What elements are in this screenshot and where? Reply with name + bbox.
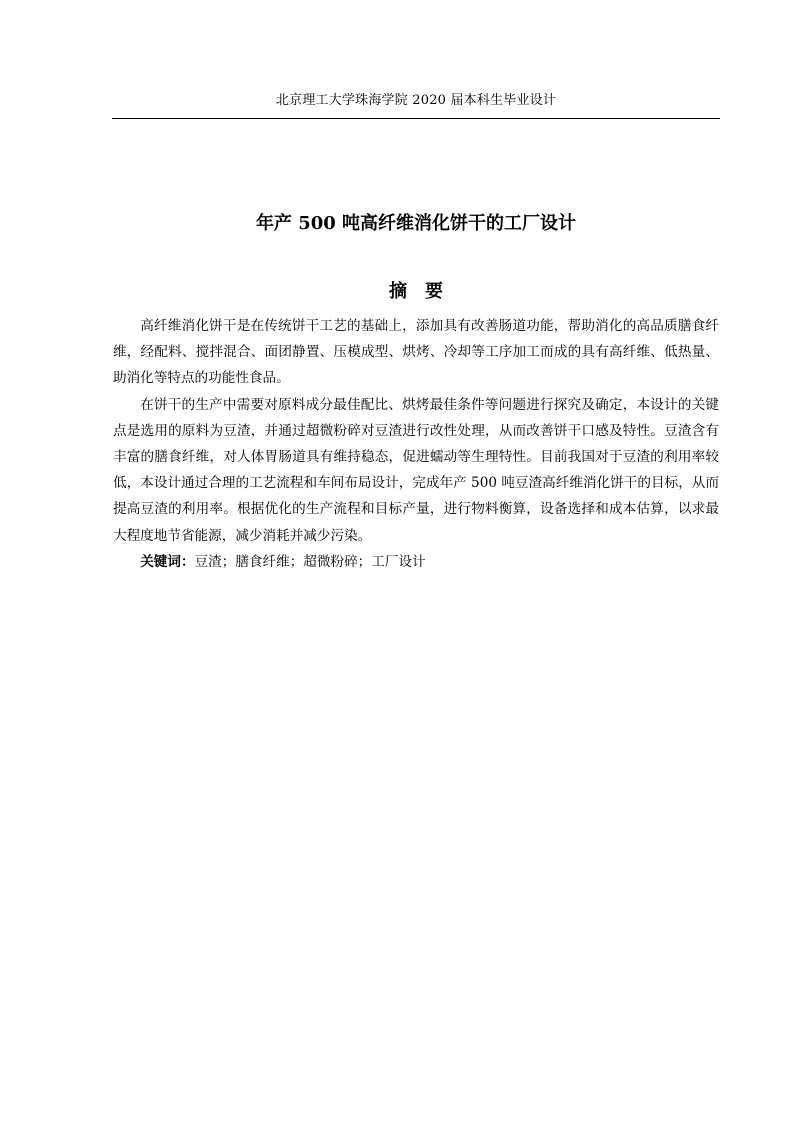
running-header: 北京理工大学珠海学院 2020 届本科生毕业设计 bbox=[275, 93, 557, 108]
abstract-body bbox=[113, 313, 719, 575]
document-title: 年产 500 吨高纤维消化饼干的工厂设计 bbox=[255, 213, 577, 234]
keywords-label: 关键词： bbox=[140, 553, 195, 570]
header-divider bbox=[112, 118, 720, 119]
abstract-paragraph-1: 高纤维消化饼干是在传统饼干工艺的基础上，添加具有改善肠道功能，帮助消化的高品质膳食纤维，经配料、搅拌混合、面团静置、压模成型、烘烤、冷却等工序加工而成的具有高纤维、低热量、助消化等特点的功能性食品。 bbox=[113, 318, 719, 387]
keywords-text: 豆渣；膳食纤维；超微粉碎；工厂设计 bbox=[194, 553, 426, 570]
abstract-heading: 摘 要 bbox=[389, 281, 443, 302]
abstract-paragraph-2: 在饼干的生产中需要对原料成分最佳配比、烘烤最佳条件等问题进行探究及确定，本设计的关键点是选用的原料为豆渣，并通过超微粉碎对豆渣进行改性处理，从而改善饼干口感及特性。豆渣含有丰富的膳食纤维，对人体胃肠道具有维持稳态，促进蠕动等生理特性。目前我国对于豆渣的利用率较低，本设计通过合理的工艺流程和车间布局设计，完成年产 500 吨豆渣高纤维消化饼干的目标，从而提高豆渣的利用率。根据优化的生产流程和目标产量，进行物料衡算，设备选择和成本估算，以求最大程度地节省能源，减少消耗并减少污染。 bbox=[113, 396, 719, 544]
keywords-line bbox=[113, 549, 719, 575]
